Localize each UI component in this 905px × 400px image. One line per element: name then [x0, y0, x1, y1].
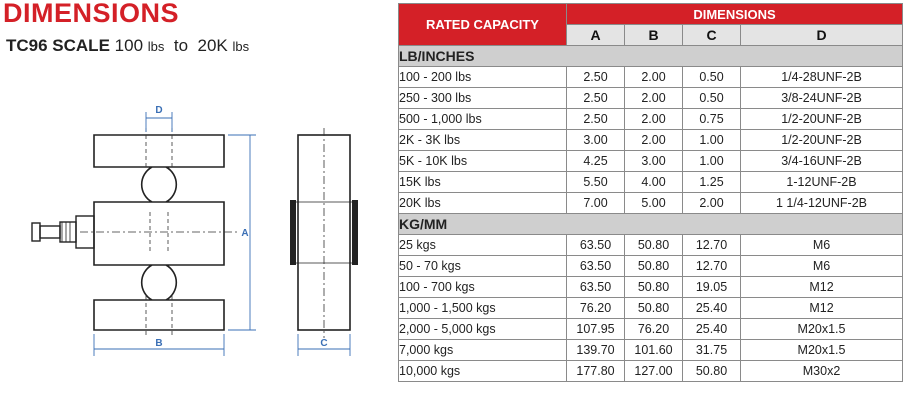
- cell-b: 50.80: [625, 256, 683, 277]
- product-subtitle: [6, 36, 249, 56]
- cell-b: 101.60: [625, 340, 683, 361]
- cell-capacity: 15K lbs: [399, 172, 567, 193]
- table-row: [399, 172, 903, 193]
- cell-d: M30x2: [741, 361, 903, 382]
- cell-a: 63.50: [567, 277, 625, 298]
- cell-b: 3.00: [625, 151, 683, 172]
- cell-c: 0.75: [683, 109, 741, 130]
- cell-a: 2.50: [567, 67, 625, 88]
- section-label: KG/MM: [399, 214, 903, 235]
- capacity-low: 100: [114, 36, 144, 55]
- cell-d: M6: [741, 235, 903, 256]
- table-row: [399, 109, 903, 130]
- cell-a: 76.20: [567, 298, 625, 319]
- column-header-c: C: [683, 25, 741, 46]
- capacity-to: to: [173, 36, 189, 55]
- cell-c: 25.40: [683, 298, 741, 319]
- table-row: [399, 88, 903, 109]
- cell-a: 107.95: [567, 319, 625, 340]
- cell-a: 63.50: [567, 235, 625, 256]
- cell-c: 1.00: [683, 130, 741, 151]
- capacity-low-unit: lbs: [147, 39, 165, 54]
- table-row: [399, 151, 903, 172]
- table-row: [399, 277, 903, 298]
- cell-c: 25.40: [683, 319, 741, 340]
- cell-b: 50.80: [625, 235, 683, 256]
- cell-capacity: 250 - 300 lbs: [399, 88, 567, 109]
- dimensions-table-body: [399, 46, 903, 382]
- cell-capacity: 2K - 3K lbs: [399, 130, 567, 151]
- cell-c: 0.50: [683, 67, 741, 88]
- cell-b: 127.00: [625, 361, 683, 382]
- cell-a: 2.50: [567, 88, 625, 109]
- model-name: TC96 SCALE: [6, 36, 110, 55]
- column-header-a: A: [567, 25, 625, 46]
- cell-d: 1-12UNF-2B: [741, 172, 903, 193]
- cell-d: M6: [741, 256, 903, 277]
- cell-capacity: 100 - 200 lbs: [399, 67, 567, 88]
- table-row: [399, 235, 903, 256]
- page-title: DIMENSIONS: [3, 0, 180, 28]
- section-label: LB/INCHES: [399, 46, 903, 67]
- dimension-label-c: C: [320, 338, 328, 349]
- cell-capacity: 100 - 700 kgs: [399, 277, 567, 298]
- cell-c: 19.05: [683, 277, 741, 298]
- cell-a: 5.50: [567, 172, 625, 193]
- cell-b: 2.00: [625, 88, 683, 109]
- cell-c: 2.00: [683, 193, 741, 214]
- cell-b: 76.20: [625, 319, 683, 340]
- table-row: [399, 319, 903, 340]
- cell-d: 1/2-20UNF-2B: [741, 130, 903, 151]
- load-cell-drawing: [0, 90, 380, 380]
- table-row: [399, 193, 903, 214]
- dimension-label-b: B: [155, 338, 163, 349]
- cell-capacity: 20K lbs: [399, 193, 567, 214]
- cell-b: 2.00: [625, 109, 683, 130]
- dimension-label-d: D: [155, 105, 163, 116]
- cell-b: 4.00: [625, 172, 683, 193]
- cell-capacity: 2,000 - 5,000 kgs: [399, 319, 567, 340]
- section-row: [399, 214, 903, 235]
- cell-capacity: 7,000 kgs: [399, 340, 567, 361]
- table-row: [399, 361, 903, 382]
- table-row: [399, 67, 903, 88]
- cell-a: 4.25: [567, 151, 625, 172]
- cell-b: 5.00: [625, 193, 683, 214]
- cell-capacity: 1,000 - 1,500 kgs: [399, 298, 567, 319]
- table-row: [399, 130, 903, 151]
- cell-d: 1 1/4-12UNF-2B: [741, 193, 903, 214]
- cell-d: M20x1.5: [741, 340, 903, 361]
- table-row: [399, 340, 903, 361]
- cell-capacity: 5K - 10K lbs: [399, 151, 567, 172]
- cell-c: 12.70: [683, 256, 741, 277]
- cell-d: 3/4-16UNF-2B: [741, 151, 903, 172]
- dimension-label-a: A: [241, 228, 249, 239]
- cell-c: 31.75: [683, 340, 741, 361]
- section-row: [399, 46, 903, 67]
- cell-c: 0.50: [683, 88, 741, 109]
- capacity-high-unit: lbs: [232, 39, 250, 54]
- cell-d: 1/2-20UNF-2B: [741, 109, 903, 130]
- header-rated-capacity: RATED CAPACITY: [399, 4, 567, 46]
- cell-capacity: 25 kgs: [399, 235, 567, 256]
- dimensions-table: [398, 3, 903, 382]
- s-beam-front-view: [94, 135, 224, 330]
- cell-a: 3.00: [567, 130, 625, 151]
- column-header-b: B: [625, 25, 683, 46]
- cell-d: 1/4-28UNF-2B: [741, 67, 903, 88]
- cell-c: 1.00: [683, 151, 741, 172]
- cell-b: 50.80: [625, 298, 683, 319]
- cell-d: 3/8-24UNF-2B: [741, 88, 903, 109]
- header-dimensions: DIMENSIONS: [567, 4, 903, 25]
- cell-capacity: 50 - 70 kgs: [399, 256, 567, 277]
- capacity-high: 20K: [197, 36, 228, 55]
- cell-d: M12: [741, 277, 903, 298]
- cell-b: 2.00: [625, 67, 683, 88]
- cell-a: 7.00: [567, 193, 625, 214]
- cell-d: M12: [741, 298, 903, 319]
- column-header-d: D: [741, 25, 903, 46]
- cell-a: 63.50: [567, 256, 625, 277]
- cell-capacity: 10,000 kgs: [399, 361, 567, 382]
- cell-b: 2.00: [625, 130, 683, 151]
- cell-c: 12.70: [683, 235, 741, 256]
- cell-c: 50.80: [683, 361, 741, 382]
- cell-b: 50.80: [625, 277, 683, 298]
- table-row: [399, 256, 903, 277]
- table-row: [399, 298, 903, 319]
- cell-a: 139.70: [567, 340, 625, 361]
- cell-a: 2.50: [567, 109, 625, 130]
- cell-c: 1.25: [683, 172, 741, 193]
- cell-a: 177.80: [567, 361, 625, 382]
- cell-capacity: 500 - 1,000 lbs: [399, 109, 567, 130]
- cell-d: M20x1.5: [741, 319, 903, 340]
